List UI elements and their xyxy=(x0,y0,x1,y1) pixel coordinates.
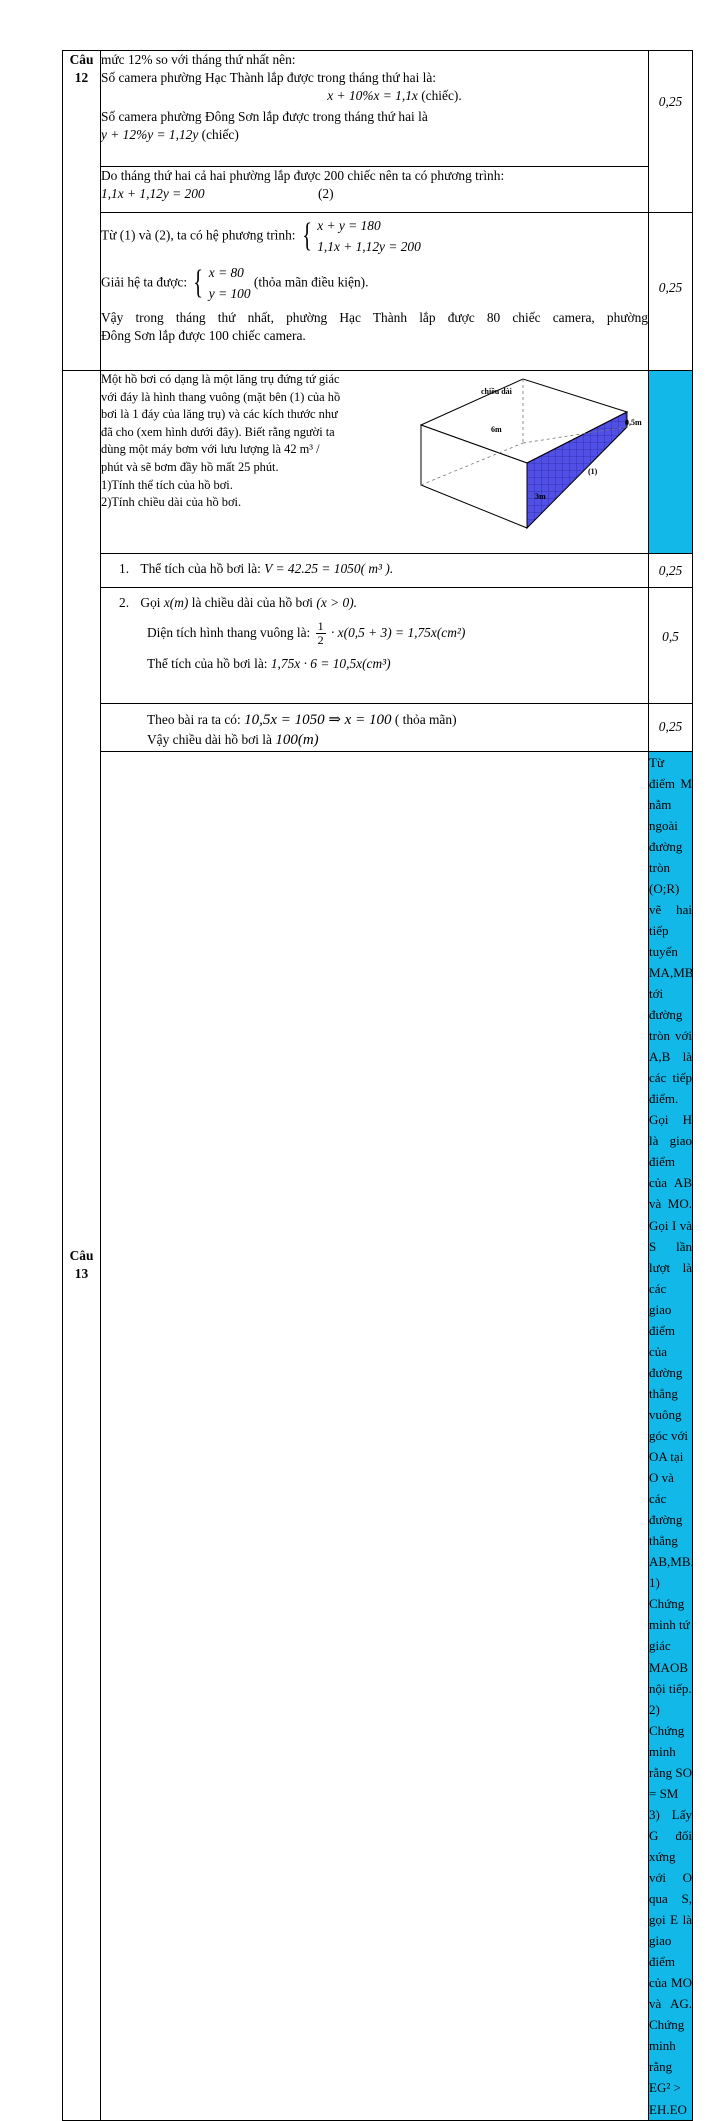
label-05m: 0,5m xyxy=(625,418,642,427)
q13-sol3-answer: 100(m) xyxy=(275,732,319,749)
q13-problem xyxy=(101,371,649,554)
q13-sol2-area-eq: · x(0,5 + 3) = 1,75x(cm²) xyxy=(330,624,466,640)
q13-sol1-text: Thể tích của hồ bơi là: xyxy=(140,561,261,576)
q13-solution-3 xyxy=(101,704,649,752)
q13-solution-1 xyxy=(101,554,649,588)
label-cau: Câu xyxy=(69,1248,94,1264)
q13-problem-line: phút và sẽ bơm đầy hồ mất 25 phút. xyxy=(101,460,279,475)
q12-conclusion-1: Vậy trong tháng thứ nhất, phường Hạc Thành lắp được 80 chiếc camera, phường xyxy=(101,309,648,325)
q13-problem-line: Một hồ bơi có dạng là một lăng trụ đứng tứ giác xyxy=(101,372,340,386)
frac-num: 1 xyxy=(317,619,324,634)
q12-intro: mức 12% so với tháng thứ nhất nên: xyxy=(101,52,296,67)
q13-sol2-cond: (x > 0). xyxy=(316,595,357,610)
q12-eq-dong-son-row xyxy=(101,126,648,144)
q13-sol2-number: 2. xyxy=(119,595,130,610)
q12-part2-eq: 1,1x + 1,12y = 200 xyxy=(101,186,205,202)
q14-line: 3) Lấy G đối xứng với O qua S, gọi E là giao điểm của MO và AG. Chứng minh xyxy=(649,1806,692,2054)
q12-eq-hac-thanh-row xyxy=(101,87,648,105)
q13-sol2-line1 xyxy=(101,594,648,612)
q12-part2-tag: (2) xyxy=(317,186,334,202)
frac-den: 2 xyxy=(317,633,324,648)
q13-sol1-eq: V = 42.25 = 1050( m³ ). xyxy=(264,561,394,576)
q14-line: rằng EG² > EH.EO xyxy=(649,2059,687,2117)
q12-score-b: 0,25 xyxy=(649,213,693,371)
q12-system xyxy=(299,215,421,258)
q12-part3 xyxy=(101,213,649,371)
q12-line-dong-son: Số camera phường Đông Sơn lắp được trong tháng thứ hai là xyxy=(101,109,428,125)
q12-conclusion-2: Đông Sơn lắp được 100 chiếc camera. xyxy=(101,327,306,343)
q12-unit1: (chiếc). xyxy=(421,88,462,104)
question-label-13 xyxy=(63,371,101,2121)
q12-unit2: (chiếc) xyxy=(201,127,239,143)
q13-problem-line: đã cho (xem hình dưới đây). Biết rằng người ta xyxy=(101,424,335,439)
q13-problem-line: với đáy là hình thang vuông (mặt bên (1) của hồ xyxy=(101,389,341,404)
brace-icon: { xyxy=(193,264,204,302)
q12-condition: (thỏa mãn điều kiện). xyxy=(253,274,369,290)
label-number: 13 xyxy=(74,1266,89,1282)
q13-problem-text xyxy=(101,371,393,512)
q13-sol1-number: 1. xyxy=(119,561,130,576)
q14-line: giao điểm của đường thẳng vuông góc với OA tại O và các đường thẳng AB,MB. xyxy=(649,1301,694,1570)
q12-system-row xyxy=(101,215,648,258)
label-3m: 3m xyxy=(535,492,546,501)
q12-eq-dong-son: y + 12%y = 1,12y xyxy=(101,127,199,143)
q12-solution-system xyxy=(190,262,250,305)
q13-solution-2 xyxy=(101,588,649,704)
q13-sol1-row xyxy=(101,560,648,578)
q13-sol2-a: Gọi xyxy=(140,595,161,610)
label-number: 12 xyxy=(74,70,89,86)
q12-line-hac-thanh: Số camera phường Hạc Thành lắp được trong tháng thứ hai là: xyxy=(101,70,437,86)
q12-sys1-a: x + y = 180 xyxy=(317,218,381,233)
q13-sol3-note: ( thỏa mãn) xyxy=(394,712,457,727)
q13-score-2: 0,5 xyxy=(649,588,693,704)
q12-part2 xyxy=(101,167,649,213)
q13-sol2-line2 xyxy=(101,620,648,647)
q13-sol2-b: là chiều dài của hồ bơi xyxy=(191,595,313,610)
q12-sys2-b: y = 100 xyxy=(208,286,251,302)
q12-system-text: Từ (1) và (2), ta có hệ phương trình: xyxy=(101,227,296,243)
q13-sol2-vol-eq: 1,75x · 6 = 10,5x(cm³) xyxy=(270,656,391,672)
label-length: chiều dài xyxy=(481,387,512,396)
label-6m: 6m xyxy=(491,425,502,434)
answer-table xyxy=(62,50,693,2121)
question-label-12 xyxy=(63,51,101,371)
q13-sol3-line1 xyxy=(101,710,648,730)
q13-score-highlight xyxy=(649,371,693,554)
q13-sol2-line3 xyxy=(101,655,648,673)
q13-sol2-vol-text: Thể tích của hồ bơi là: xyxy=(147,656,268,672)
q12-sys2-a: x = 80 xyxy=(208,264,244,280)
q14-line: 2) Chứng minh rằng SO = SM xyxy=(649,1701,692,1801)
q13-score-1: 0,25 xyxy=(649,554,693,588)
q13-sol2-area-text: Diện tích hình thang vuông là: xyxy=(147,624,311,640)
q13-sol2-fraction xyxy=(316,620,326,647)
q12-solution-row xyxy=(101,262,648,305)
q13-sol2-var: x(m) xyxy=(163,595,189,610)
q12-sys1-b: 1,1x + 1,12y = 200 xyxy=(317,239,421,255)
q12-eq-hac-thanh: x + 10%x = 1,1x xyxy=(327,88,418,104)
q13-problem-line: 2)Tính chiều dài của hồ bơi. xyxy=(101,495,242,510)
q13-problem-line: bơi là 1 đáy của lăng trụ) và các kích thước như xyxy=(101,407,338,422)
q13-sol3-line2 xyxy=(101,730,648,750)
label-cau: Câu xyxy=(69,52,94,67)
q12-part1 xyxy=(101,51,649,167)
pool-figure xyxy=(401,379,649,539)
q12-score-a: 0,25 xyxy=(649,51,693,213)
q13-sol3-eq: 10,5x = 1050 ⇒ x = 100 xyxy=(244,712,392,728)
q14-line: Từ điểm M nằm ngoài đường tròn (O;R) vẽ hai tiếp tuyến MA,MB tới đường tròn với xyxy=(649,754,694,1044)
q13-sol3-text: Theo bài ra ta có: xyxy=(147,712,241,727)
q12-part2-text: Do tháng thứ hai cả hai phường lắp được 200 chiếc nên ta có phương trình: xyxy=(101,168,505,183)
q13-problem-line: 1)Tính thể tích của hồ bơi. xyxy=(101,477,233,492)
q13-sol3-concl: Vậy chiều dài hồ bơi là xyxy=(147,732,272,748)
label-face: (1) xyxy=(588,467,598,476)
brace-icon: { xyxy=(302,217,312,255)
q12-solution-text: Giải hệ ta được: xyxy=(101,274,188,290)
q13-score-3: 0,25 xyxy=(649,704,693,752)
q14-line: A,B là các tiếp điểm. Gọi H là giao điểm của AB và MO. Gọi I và S lần lượt là các xyxy=(649,1049,692,1296)
question-label-14 xyxy=(101,751,649,2120)
q14-problem xyxy=(649,751,693,2120)
q13-problem-line: dùng một máy bơm với lưu lượng là 42 m³ / xyxy=(101,442,320,457)
q14-line: 1) Chứng minh tứ giác MAOB nội tiếp. xyxy=(649,1575,692,1696)
q12-part2-eq-row xyxy=(101,185,648,203)
